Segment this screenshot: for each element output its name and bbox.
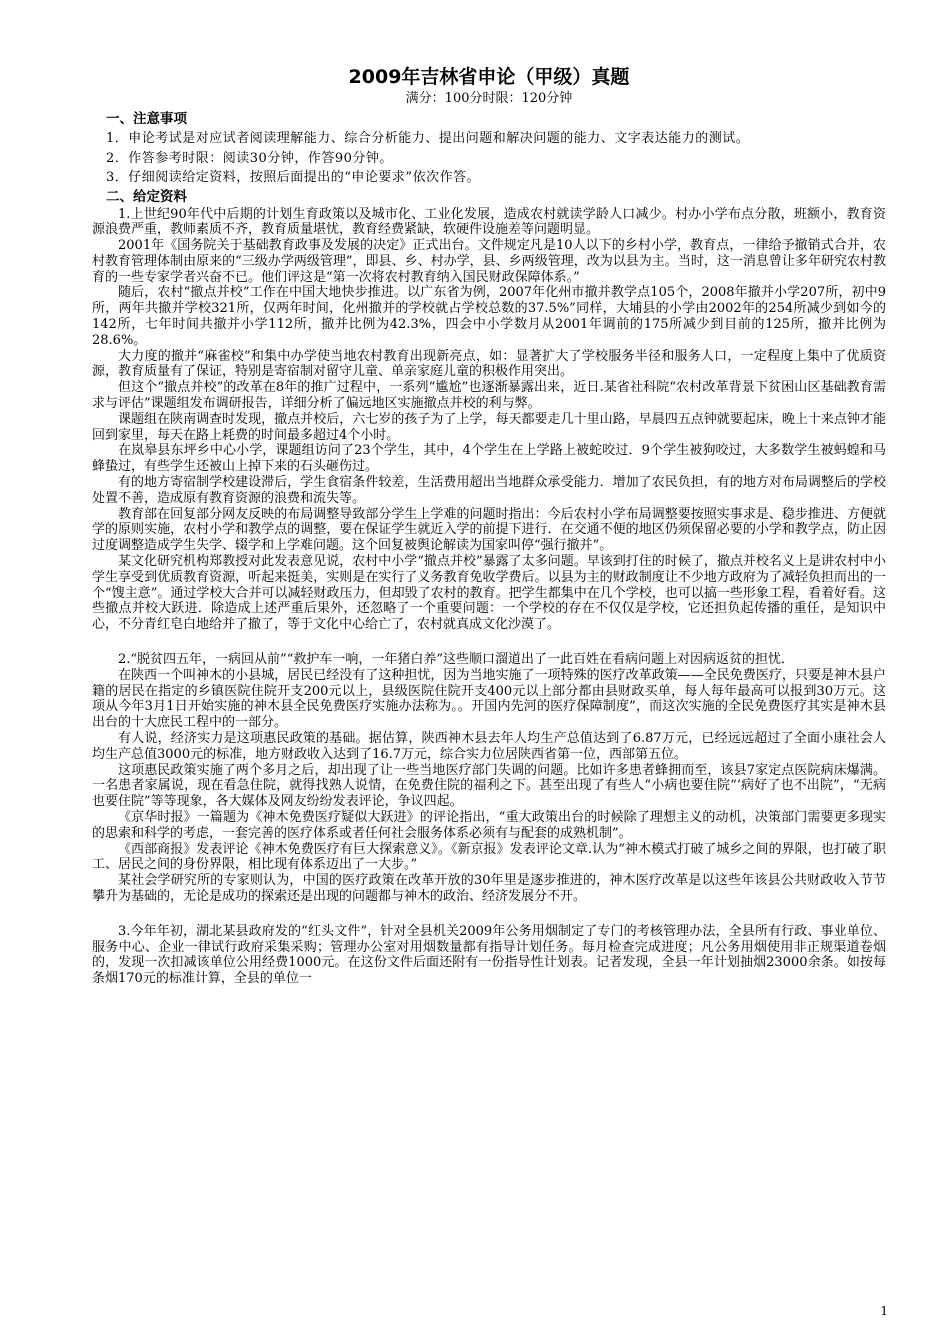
paragraph: 1.上世纪90年代中后期的计划生育政策以及城市化、工业化发展，造成农村就读学龄人口减少。村办小学布点分散，班额小，教育资源浪费严重，教师素质不齐，教育质量堪忧，教育经费紧缺，软硬件设施差等问题明显。 [92,206,886,238]
paragraph: 教育部在回复部分网友反映的布局调整导致部分学生上学难的问题时指出：今后农村小学布局调整要按照实事求是、稳步推进、方便就学的原则实施，农村小学和教学点的调整，要在保证学生就近入学的前提下进行．在交通不便的地区仍须保留必要的小学和教学点，防止因过度调整造成学生失学、辍学和上学难问题。这个回复被舆论解读为国家叫停“强行撤并”。 [92,506,886,554]
page-number: 1 [880,1304,888,1318]
paragraph: 但这个“撤点并校”的改革在8年的推广过程中，一系列“尴尬”也逐渐暴露出来，近日.某省社科院“农村改革背景下贫困山区基础教育需求与评估”课题组发布调研报告，详细分析了偏远地区实施撤点并校的利与弊。 [92,380,886,412]
paragraph: 有的地方寄宿制学校建设滞后，学生食宿条件较差，生活费用超出当地群众承受能力．增加了农民负担，有的地方对布局调整后的学校处置不善，造成原有教育资源的浪费和流失等。 [92,475,886,506]
spacer [92,633,886,652]
paragraph: 随后，农村“撤点并校”工作在中国大地快步推进。以广东省为例，2007年化州市撤并教学点105个，2008年撤并小学207所，初中9所，两年共撤并学校321所，仅两年时间，化州撤并的学校就占学校总数的37.5%”同样，大埔县的小学由2002年的254所减少到如今的142所，七年时间共撤并小学112所，撤并比例为42.3%，四会中小学数月从2001年调前的175所减少到目前的125所，撤并比例为28.6%。 [92,285,886,348]
note-item: 1．申论考试是对应试者阅读理解能力、综合分析能力、提出问题和解决问题的能力、文字表达能力的测试。 [106,131,750,146]
document-subtitle: 满分：100分时限：120分钟 [405,91,573,106]
paragraph: 在岚皋县东坪乡中心小学，课题组访问了23个学生，其中，4个学生在上学路上被蛇咬过．9个学生被狗咬过，大多数学生被蚂蝗和马蜂蛰过，有些学生还被山上掉下来的石头砸伤过。 [92,443,886,475]
paragraph: 2001年《国务院关于基础教育政事及发展的决定》正式出台。文件规定凡是10人以下的乡村小学，教育点，一律给予撤销式合并，农村教育管理体制由原来的“三级办学两级管理”，即县、乡、村办学，县、乡两级管理，改为以县为主。当时，这一消息曾让多年研究农村教育的一些专家学者兴奋不已。他们评这是“第一次将农村教育纳入国民财政保障体系。” [92,238,886,285]
document-page [92,58,886,987]
material-1 [92,207,886,634]
section-heading-notes: 一、注意事项 [106,111,187,127]
paragraph: 大力度的撤并“麻雀校”和集中办学使当地农村教育出现新亮点，如：显著扩大了学校服务半径和服务人口，一定程度上集中了优质资源，教育质量有了保证，特别是寄宿制对留守儿童、单亲家庭儿童的积极作用突出。 [92,348,886,380]
paragraph: 有人说，经济实力是这项惠民政策的基础。据估算，陕西神木县去年人均生产总值达到了6.87万元，已经远远超过了全面小康社会人均生产总值3000元的标准，地方财政收入达到了16.7万元，综合实力位居陕西省第一位，西部第五位。 [92,731,886,762]
note-item: 2．作答参考时限：阅读30分钟，作答90分钟。 [106,150,393,166]
paragraph: 某文化研究机构郑教授对此发表意见说，农村中小学“撤点并校”暴露了太多问题。早该到打住的时候了，撤点并校名义上是讲农村中小学生享受到优质教育资源，听起来挺美，实则是在实行了义务教育免收学费后。以县为主的财政制度让不少地方政府为了减轻负担而出的一个“馊主意”。通过学校大合并可以减轻财政压力，但却毁了农村的教育。把学生都集中在几个学校，也可以搞一些形象工程，看着好看。这些撤点并校大跃进．除造成上述严重后果外，还忽略了一个重要问题：一个学校的存在不仅仅是学校，它还担负起传播的重任，是知识中心，不分青红皂白地给并了撤了，等于文化中心给亡了，农村就真成文化沙漠了。 [92,554,886,633]
material-2 [92,652,886,905]
document-title: 2009年吉林省申论（甲级）真题 [348,66,630,88]
material-3 [92,924,886,987]
section-heading-materials: 二、给定资料 [106,188,187,205]
paragraph: 3.今年年初，湖北某县政府发的“红头文件”，针对全县机关2009年公务用烟制定了专门的考核管理办法，全县所有行政、事业单位、服务中心、企业一律试行政府采集采购；管理办公室对用烟数量都有指导计划任务。每月检查完成进度；凡公务用烟使用非正规渠道卷烟的，发现一次扣减该单位公用经费1000元。在这份文件后面还附有一份指导性计划表。记者发现，全县一年计划抽烟23000余条。如按每条烟170元的标准计算，全县的单位一 [92,923,886,987]
paragraph: 《西部商报》发表评论《神木免费医疗有巨大探索意义》。《新京报》发表评论文章.认为“神木模式打破了城乡之间的界限，也打破了职工、居民之间的身份界限，相比现有体系迈出了一大步。” [92,841,886,873]
paragraph: 2.“脱贫四五年，一病回从前”“救护车一响，一年猪白养”这些顺口溜道出了一此百姓在看病问题上对因病返贫的担忧． [118,652,794,668]
paragraph: 《京华时报》一篇题为《神木免费医疗疑似大跃进》的评论指出，“重大政策出台的时候除了理想主义的动机，决策部门需要更多现实的思索和科学的考虑，一套完善的医疗体系或者任何社会服务体系必须有与配套的成熟机制”。 [92,809,886,841]
note-item: 3．仔细阅读给定资料，按照后面提出的“申论要求”依次作答。 [106,170,481,185]
paragraph: 这项惠民政策实施了两个多月之后，却出现了让一些当地医疗部门失调的问题。比如许多患者蜂拥而至，该县7家定点医院病床爆满。一名患者家属说，现在看急住院，就得找熟人说情，在免费住院的福利之下。甚至出现了有些人“小病也要住院“‘病好了也不出院”，“无病也要住院”等等现象，各大媒体及网友纷纷发表评论，争议四起。 [92,762,886,810]
paragraph: 课题组在陕南调查时发现，撤点并校后，六七岁的孩子为了上学，每天都要走几十里山路，早晨四五点钟就要起床，晚上十来点钟才能回到家里，每天在路上耗费的时间最多超过4个小时。 [92,411,886,443]
paragraph: 在陕西一个叫神木的小县城，居民已经没有了这种担忧，因为当地实施了一项特殊的医疗改革政策——全民免费医疗，只要是神木县户籍的居民在指定的乡镇医院住院开支200元以上，县级医院住院开支400元以上部分都由县财政买单，每人每年最高可以报到30万元。这项从今年3月1日开始实施的神木县全民免费医疗实施办法称为。。开国内先河的医疗保障制度”，而这次实施的全民免费医疗其实是神木县出台的十大庶民工程中的一部分。 [92,667,886,731]
paragraph: 某社会学研究所的专家则认为，中国的医疗政策在改革开放的30年里是逐步推进的，神木医疗改革是以这些年该县公共财政收入节节攀升为基础的，无论是成功的探索还是出现的问题都与神木的政治、经济发展分不开。 [92,873,886,904]
spacer [92,905,886,924]
